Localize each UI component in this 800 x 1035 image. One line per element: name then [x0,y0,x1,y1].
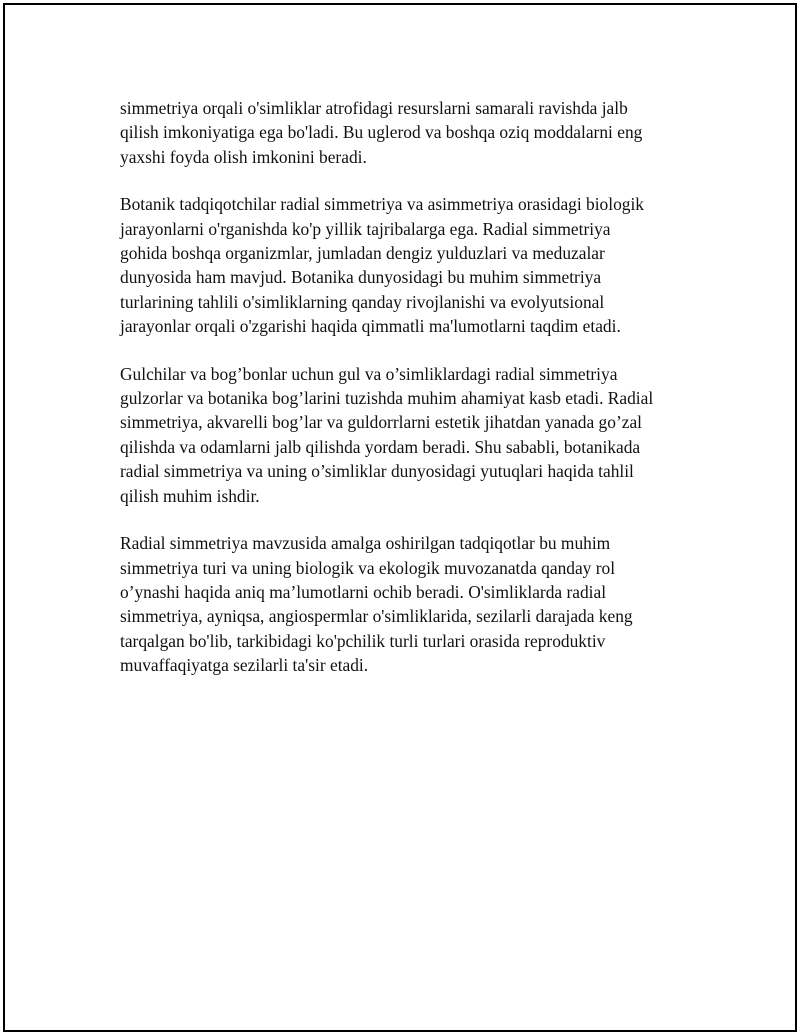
paragraph-1: simmetriya orqali o'simliklar atrofidagi resurslarni samarali ravishda jalb qilish imkoniyatiga ega bo'ladi. Bu uglerod va boshqa oziq moddalarni eng yaxshi foyda olish imkonini beradi. [120,98,643,167]
document-page [3,3,797,1032]
paragraph-4: Radial simmetriya mavzusida amalga oshirilgan tadqiqotlar bu muhim simmetriya turi va uning biologik va ekologik muvozanatda qanday rol o’ynashi haqida aniq ma’lumotlarni ochib beradi. O'simliklarda radial simmetriya, ayniqsa, angiospermlar o'simliklarida, sezilarli darajada keng tarqalgan bo'lib, tarkibidagi ko'pchilik turli turlari orasida reproduktiv muvaffaqiyatga sezilarli ta'sir etadi. [120,533,633,676]
document-body [120,96,700,701]
paragraph-2: Botanik tadqiqotchilar radial simmetriya va asimmetriya orasidagi biologik jarayonlarni o'rganishda ko'p yillik tajribalarga ega. Radial simmetriya gohida boshqa organizmlar, jumladan dengiz yulduzlari va meduzalar dunyosida ham mavjud. Botanika dunyosidagi bu muhim simmetriya turlarining tahlili o'simliklarning qanday rivojlanishi va evolyutsional jarayonlar orqali o'zgarishi haqida qimmatli ma'lumotlarni taqdim etadi. [120,194,645,337]
paragraph-3: Gulchilar va bog’bonlar uchun gul va o’simliklardagi radial simmetriya gulzorlar va botanika bog’larini tuzishda muhim ahamiyat kasb etadi. Radial simmetriya, akvarelli bog’lar va guldorrlarni estetik jihatdan yanada go’zal qilishda va odamlarni jalb qilishda yordam beradi. Shu sababli, botanikada radial simmetriya va uning o’simliklar dunyosidagi yutuqlari haqida tahlil qilish muhim ishdir. [120,363,654,506]
